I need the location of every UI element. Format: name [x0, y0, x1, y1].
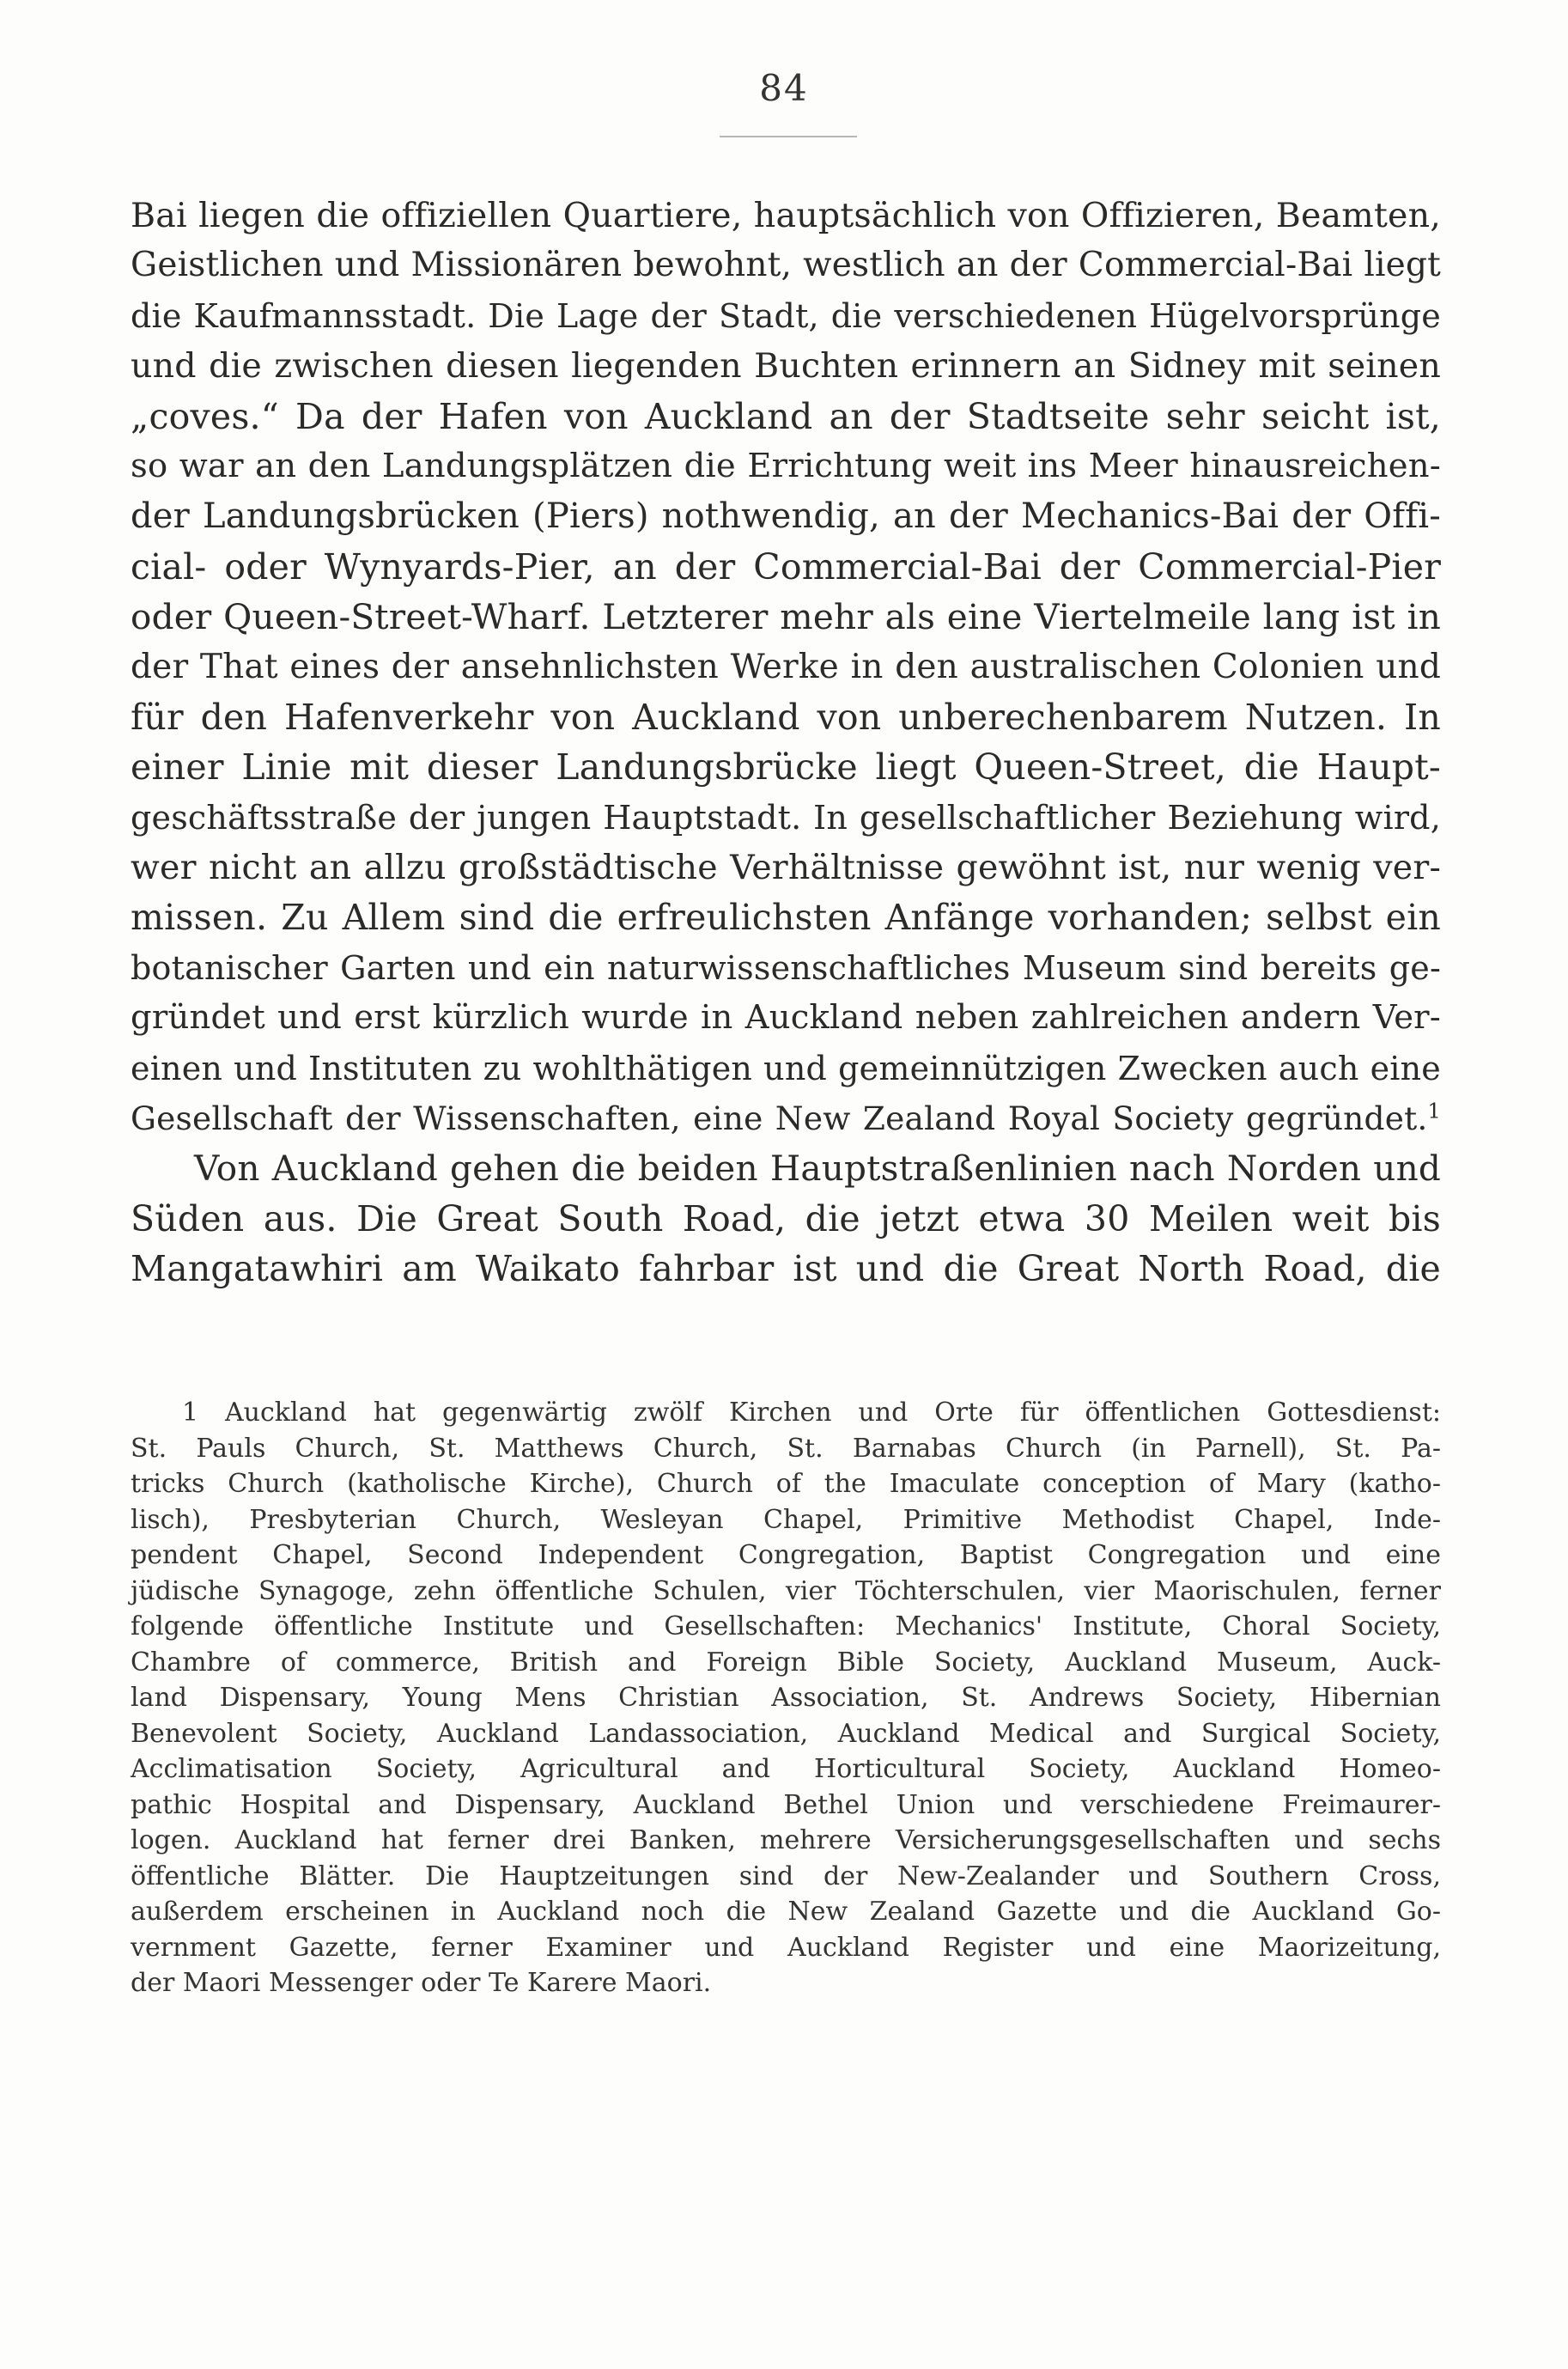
body-line: gründet und erst kürzlich wurde in Auckland neben zahlreichen andern Ver-: [131, 998, 1441, 1038]
footnote-line: lisch), Presbyterian Church, Wesleyan Chapel, Primitive Methodist Chapel, Inde-: [131, 1504, 1441, 1535]
footnote-line: Acclimatisation Society, Agricultural and Horticultural Society, Auckland Homeo-: [131, 1754, 1441, 1784]
footnote-marker: 1: [1427, 1099, 1441, 1124]
body-line: einen und Instituten zu wohlthätigen und gemeinnützigen Zwecken auch eine: [131, 1049, 1441, 1087]
body-line: cial- oder Wynyards-Pier, an der Commercial-Bai der Commercial-Pier: [131, 545, 1441, 588]
footnote-line: Benevolent Society, Auckland Landassociation, Auckland Medical and Surgical Society,: [131, 1718, 1441, 1749]
footnote-line: außerdem erscheinen in Auckland noch die New Zealand Gazette und die Auckland Go-: [131, 1897, 1441, 1927]
body-line-text: Gesellschaft der Wissenschaften, eine New Zealand Royal Society gegründet.: [131, 1099, 1428, 1138]
body-line: und die zwischen diesen liegenden Buchten erinnern an Sidney mit seinen: [131, 346, 1441, 387]
body-line: der That eines der ansehnlichsten Werke in den australischen Colonien und: [131, 647, 1441, 686]
body-line: geschäftsstraße der jungen Hauptstadt. In gesellschaftlicher Beziehung wird,: [131, 798, 1441, 837]
body-line: wer nicht an allzu großstädtische Verhältnisse gewöhnt ist, nur wenig ver-: [131, 848, 1441, 888]
footnote-line: vernment Gazette, ferner Examiner und Auckland Register und eine Maorizeitung,: [131, 1932, 1441, 1963]
body-line: die Kaufmannsstadt. Die Lage der Stadt, die verschiedenen Hügelvorsprünge: [131, 296, 1441, 335]
body-line: Von Auckland gehen die beiden Hauptstraßenlinien nach Norden und: [194, 1148, 1441, 1190]
body-text: [131, 191, 1441, 1294]
body-line: der Landungsbrücken (Piers) nothwendig, an der Mechanics-Bai der Offi-: [131, 496, 1441, 537]
footnote-line: folgende öffentliche Institute und Gesellschaften: Mechanics' Institute, Choral Society,: [131, 1611, 1441, 1641]
footnote-line: der Maori Messenger oder Te Karere Maori.: [131, 1968, 712, 1998]
body-line-with-footnote: [131, 1093, 1441, 1143]
body-line: Geistlichen und Missionären bewohnt, westlich an der Commercial-Bai liegt: [131, 246, 1441, 285]
body-line: Bai liegen die offiziellen Quartiere, hauptsächlich von Offizieren, Beamten,: [131, 196, 1441, 235]
footnote-line: öffentliche Blätter. Die Hauptzeitungen sind der New-Zealander und Southern Cross,: [131, 1860, 1441, 1891]
body-line: für den Hafenverkehr von Auckland von unberechenbarem Nutzen. In: [131, 696, 1441, 738]
footnote-line: land Dispensary, Young Mens Christian Association, St. Andrews Society, Hibernian: [131, 1683, 1441, 1713]
body-line: missen. Zu Allem sind die erfreulichsten Anfänge vorhanden; selbst ein: [131, 897, 1441, 939]
footnote-line: pendent Chapel, Second Independent Congregation, Baptist Congregation und eine: [131, 1540, 1441, 1570]
body-line: oder Queen-Street-Wharf. Letzterer mehr als eine Viertelmeile lang ist in: [131, 596, 1441, 638]
footnote-line: jüdische Synagoge, zehn öffentliche Schulen, vier Töchterschulen, vier Maorischulen, ferner: [131, 1575, 1441, 1606]
body-line: Mangatawhiri am Waikato fahrbar ist und die Great North Road, die: [131, 1248, 1441, 1290]
body-line: „coves.“ Da der Hafen von Auckland an der Stadtseite sehr seicht ist,: [131, 395, 1441, 437]
footnote-line: St. Pauls Church, St. Matthews Church, St. Barnabas Church (in Parnell), St. Pa-: [131, 1433, 1441, 1464]
footnote-block: [131, 1395, 1441, 2001]
body-line: botanischer Garten und ein naturwissenschaftliches Museum sind bereits ge-: [131, 948, 1441, 987]
body-line: einer Linie mit dieser Landungsbrücke liegt Queen-Street, die Haupt-: [131, 746, 1441, 789]
body-line: so war an den Landungsplätzen die Errichtung weit ins Meer hinausreichen-: [131, 446, 1441, 485]
footnote-line: Chambre of commerce, British and Foreign Bible Society, Auckland Museum, Auck-: [131, 1647, 1441, 1678]
footnote-line: pathic Hospital and Dispensary, Auckland Bethel Union und verschiedene Freimaurer-: [131, 1789, 1441, 1820]
body-line: Süden aus. Die Great South Road, die jetzt etwa 30 Meilen weit bis: [131, 1197, 1441, 1239]
footnote-line: tricks Church (katholische Kirche), Church of the Imaculate conception of Mary (katho-: [131, 1469, 1441, 1499]
header-rule: [720, 136, 857, 137]
page-number: 84: [759, 67, 809, 109]
footnote-line: logen. Auckland hat ferner drei Banken, mehrere Versicherungsgesellschaften und sechs: [131, 1825, 1441, 1855]
footnote-line: 1 Auckland hat gegenwärtig zwölf Kirchen und Orte für öffentlichen Gottesdienst:: [182, 1398, 1441, 1428]
